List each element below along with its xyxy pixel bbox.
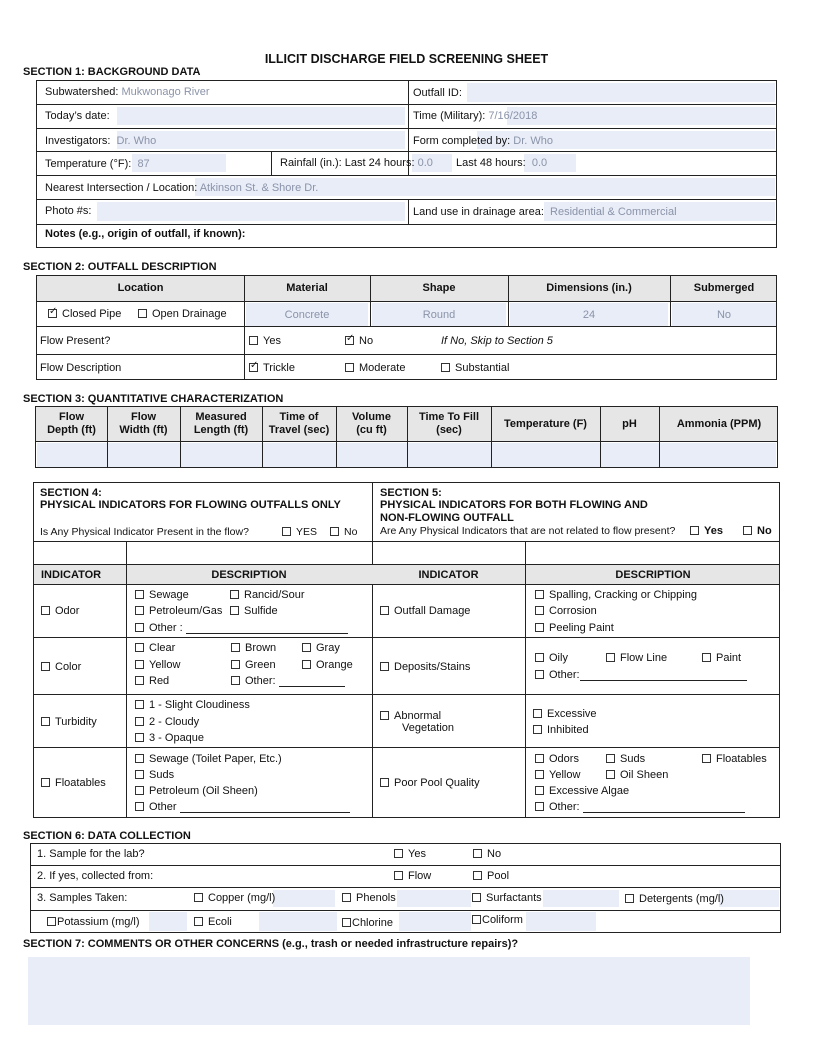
pool-yellow-checkbox[interactable] bbox=[535, 770, 544, 779]
col-flow-width-unit: Width (ft) bbox=[119, 424, 168, 436]
col-ammonia: Ammonia (PPM) bbox=[676, 418, 762, 430]
section4-no-label: No bbox=[344, 526, 358, 538]
form-completed-field[interactable]: Dr. Who bbox=[513, 135, 553, 147]
oil-sheen-checkbox[interactable] bbox=[606, 770, 615, 779]
pool-yellow-label: Yellow bbox=[549, 769, 581, 781]
collected-flow-label: Flow bbox=[408, 870, 432, 882]
surfactants-label: Surfactants bbox=[486, 892, 542, 904]
outfall-damage-label: Outfall Damage bbox=[394, 605, 471, 617]
section6-heading: SECTION 6: DATA COLLECTION bbox=[23, 830, 191, 842]
petroleum-gas-label: Petroleum/Gas bbox=[149, 605, 223, 617]
moderate-checkbox[interactable] bbox=[345, 363, 354, 372]
col-location: Location bbox=[117, 282, 164, 294]
suds-checkbox[interactable] bbox=[135, 770, 144, 779]
pool-quality-label: Poor Pool Quality bbox=[394, 777, 480, 789]
gray-checkbox[interactable] bbox=[302, 643, 311, 652]
inhibited-checkbox[interactable] bbox=[533, 725, 542, 734]
color-other-checkbox[interactable] bbox=[231, 676, 240, 685]
rainfall-24-label: Rainfall (in.): Last 24 hours: bbox=[280, 157, 415, 169]
yellow-label: Yellow bbox=[149, 659, 181, 671]
section5-no-checkbox[interactable] bbox=[743, 526, 752, 535]
section1-heading: SECTION 1: BACKGROUND DATA bbox=[23, 66, 201, 78]
temperature-label: Temperature (°F): bbox=[45, 158, 132, 170]
section7-heading: SECTION 7: COMMENTS OR OTHER CONCERNS (e.g., trash or needed infrastructure repairs)? bbox=[23, 938, 519, 950]
ecoli-checkbox[interactable] bbox=[194, 917, 203, 926]
opaque-checkbox[interactable] bbox=[135, 733, 144, 742]
pool-suds-checkbox[interactable] bbox=[606, 754, 615, 763]
section4-question: Is Any Physical Indicator Present in the flow? bbox=[40, 526, 249, 538]
collected-pool-checkbox[interactable] bbox=[473, 871, 482, 880]
closed-pipe-checkbox[interactable] bbox=[48, 309, 57, 318]
lab-yes-checkbox[interactable] bbox=[394, 849, 403, 858]
col-volume: Volume bbox=[352, 411, 391, 423]
submerged-field[interactable]: No bbox=[716, 309, 732, 321]
sulfide-checkbox[interactable] bbox=[230, 606, 239, 615]
red-label: Red bbox=[149, 675, 170, 687]
floatables-other-checkbox[interactable] bbox=[135, 802, 144, 811]
turbidity-checkbox[interactable] bbox=[41, 717, 50, 726]
q-samples-taken: 3. Samples Taken: bbox=[37, 892, 128, 904]
vegetation-checkbox[interactable] bbox=[380, 711, 389, 720]
col-indicator-left: INDICATOR bbox=[41, 569, 102, 581]
outfall-label: Outfall ID: bbox=[413, 87, 462, 99]
collected-pool-label: Pool bbox=[487, 870, 510, 882]
rancid-label: Rancid/Sour bbox=[244, 589, 305, 601]
algae-checkbox[interactable] bbox=[535, 786, 544, 795]
collected-flow-checkbox[interactable] bbox=[394, 871, 403, 880]
col-volume-unit: (cu ft) bbox=[356, 424, 387, 436]
section5-yes-checkbox[interactable] bbox=[690, 526, 699, 535]
petroleum-sheen-label: Petroleum (Oil Sheen) bbox=[149, 785, 258, 797]
rainfall-48-label: Last 48 hours: bbox=[456, 157, 526, 169]
potassium-checkbox[interactable] bbox=[47, 917, 56, 926]
peeling-checkbox[interactable] bbox=[535, 623, 544, 632]
col-length-unit: Length (ft) bbox=[193, 424, 249, 436]
sulfide-label: Sulfide bbox=[244, 605, 278, 617]
phenols-label: Phenols bbox=[356, 892, 396, 904]
rainfall-48-field[interactable]: 0.0 bbox=[531, 157, 548, 169]
col-flow-depth-unit: Depth (ft) bbox=[47, 424, 96, 436]
deposits-other-label: Other: bbox=[549, 669, 580, 681]
opaque-label: 3 - Opaque bbox=[149, 732, 205, 744]
open-drainage-checkbox[interactable] bbox=[138, 309, 147, 318]
algae-label: Excessive Algae bbox=[549, 785, 630, 797]
investigators-label: Investigators: bbox=[45, 135, 111, 147]
intersection-label: Nearest Intersection / Location: bbox=[45, 182, 198, 194]
sewage-tp-checkbox[interactable] bbox=[135, 754, 144, 763]
orange-checkbox[interactable] bbox=[302, 660, 311, 669]
outfall-description-table bbox=[36, 275, 777, 327]
vegetation-label-1: Abnormal bbox=[394, 710, 442, 722]
col-material: Material bbox=[286, 282, 328, 294]
time-label: Time (Military): bbox=[413, 110, 486, 122]
floatables-checkbox[interactable] bbox=[41, 778, 50, 787]
col-temperature: Temperature (F) bbox=[504, 418, 587, 430]
orange-label: Orange bbox=[316, 659, 353, 671]
deposits-checkbox[interactable] bbox=[380, 662, 389, 671]
slight-cloudiness-label: 1 - Slight Cloudiness bbox=[149, 699, 250, 711]
excessive-checkbox[interactable] bbox=[533, 709, 542, 718]
col-description-right: DESCRIPTION bbox=[615, 569, 691, 581]
q-collected-from: 2. If yes, collected from: bbox=[37, 870, 154, 882]
section5-subheading-1: PHYSICAL INDICATORS FOR BOTH FLOWING AND bbox=[380, 499, 648, 511]
floatables-label: Floatables bbox=[55, 777, 106, 789]
flow-line-label: Flow Line bbox=[620, 652, 668, 664]
col-flow-width: Flow bbox=[130, 411, 157, 423]
open-drainage-label: Open Drainage bbox=[152, 308, 227, 320]
paint-label: Paint bbox=[716, 652, 742, 664]
photo-label: Photo #s: bbox=[45, 205, 92, 217]
chlorine-label: Chlorine bbox=[352, 917, 393, 929]
trickle-label: Trickle bbox=[263, 362, 295, 374]
oily-label: Oily bbox=[549, 652, 568, 664]
background-data-table bbox=[36, 80, 777, 248]
section5-question: Are Any Physical Indicators that are not related to flow present? bbox=[380, 525, 676, 537]
deposits-other-checkbox[interactable] bbox=[535, 670, 544, 679]
red-checkbox[interactable] bbox=[135, 676, 144, 685]
inhibited-label: Inhibited bbox=[547, 724, 589, 736]
pool-other-label: Other: bbox=[549, 801, 580, 813]
skip-note: If No, Skip to Section 5 bbox=[441, 335, 553, 347]
peeling-label: Peeling Paint bbox=[549, 622, 614, 634]
gray-label: Gray bbox=[316, 642, 340, 654]
spalling-label: Spalling, Cracking or Chipping bbox=[549, 589, 697, 601]
color-checkbox[interactable] bbox=[41, 662, 50, 671]
section5-subheading-2: NON-FLOWING OUTFALL bbox=[380, 512, 514, 524]
sewage-tp-label: Sewage (Toilet Paper, Etc.) bbox=[149, 753, 282, 765]
deposits-other-field[interactable] bbox=[580, 670, 747, 681]
time-field[interactable]: 7/16/2018 bbox=[488, 110, 538, 122]
lab-yes-label: Yes bbox=[408, 848, 426, 860]
form-completed-label: Form completed by: bbox=[413, 135, 511, 147]
sewage-label: Sewage bbox=[149, 589, 189, 601]
floatables-other-label: Other bbox=[149, 801, 177, 813]
flow-present-label: Flow Present? bbox=[40, 335, 111, 347]
pool-suds-label: Suds bbox=[620, 753, 646, 765]
suds-label: Suds bbox=[149, 769, 175, 781]
detergents-label: Detergents (mg/l) bbox=[639, 893, 724, 905]
ecoli-label: Ecoli bbox=[208, 916, 232, 928]
data-collection-table bbox=[30, 843, 781, 933]
green-checkbox[interactable] bbox=[231, 660, 240, 669]
rancid-checkbox[interactable] bbox=[230, 590, 239, 599]
deposits-label: Deposits/Stains bbox=[394, 661, 471, 673]
flow-line-checkbox[interactable] bbox=[606, 653, 615, 662]
col-flow-depth: Flow bbox=[58, 411, 85, 423]
substantial-label: Substantial bbox=[455, 362, 510, 374]
dimensions-field[interactable]: 24 bbox=[582, 309, 596, 321]
flow-yes-label: Yes bbox=[263, 335, 281, 347]
subwatershed-label: Subwatershed: bbox=[45, 86, 119, 98]
subwatershed-field[interactable]: Mukwonago River bbox=[121, 86, 210, 98]
odor-other-checkbox[interactable] bbox=[135, 623, 144, 632]
cloudy-label: 2 - Cloudy bbox=[149, 716, 200, 728]
sewage-checkbox[interactable] bbox=[135, 590, 144, 599]
section4-yes-checkbox[interactable] bbox=[282, 527, 291, 536]
excessive-label: Excessive bbox=[547, 708, 597, 720]
material-field[interactable]: Concrete bbox=[284, 309, 330, 321]
slight-cloudiness-checkbox[interactable] bbox=[135, 700, 144, 709]
pool-other-field[interactable] bbox=[583, 802, 745, 813]
lab-no-label: No bbox=[487, 848, 502, 860]
coliform-label: Coliform bbox=[482, 914, 523, 926]
substantial-checkbox[interactable] bbox=[441, 363, 450, 372]
col-fill-unit: (sec) bbox=[436, 424, 462, 436]
section5-no-label: No bbox=[757, 525, 772, 537]
intersection-field[interactable]: Atkinson St. & Shore Dr. bbox=[199, 182, 319, 194]
odor-checkbox[interactable] bbox=[41, 606, 50, 615]
copper-label: Copper (mg/l) bbox=[208, 892, 276, 904]
q-sample-lab: 1. Sample for the lab? bbox=[37, 848, 145, 860]
corrosion-checkbox[interactable] bbox=[535, 606, 544, 615]
section4-heading: SECTION 4: bbox=[40, 487, 102, 499]
col-shape: Shape bbox=[422, 282, 456, 294]
odor-other-label: Other : bbox=[149, 622, 183, 634]
flow-no-checkbox[interactable] bbox=[345, 336, 354, 345]
col-indicator-right: INDICATOR bbox=[418, 569, 479, 581]
floatables-other-field[interactable] bbox=[180, 802, 350, 813]
color-other-label: Other: bbox=[245, 675, 276, 687]
pool-floatables-label: Floatables bbox=[716, 753, 767, 765]
paint-checkbox[interactable] bbox=[702, 653, 711, 662]
petroleum-gas-checkbox[interactable] bbox=[135, 606, 144, 615]
pool-floatables-checkbox[interactable] bbox=[702, 754, 711, 763]
phenols-checkbox[interactable] bbox=[342, 893, 351, 902]
spalling-checkbox[interactable] bbox=[535, 590, 544, 599]
physical-indicators-table bbox=[33, 482, 780, 818]
brown-label: Brown bbox=[245, 642, 277, 654]
col-submerged: Submerged bbox=[693, 282, 755, 294]
copper-checkbox[interactable] bbox=[194, 893, 203, 902]
yellow-checkbox[interactable] bbox=[135, 660, 144, 669]
comments-field[interactable] bbox=[28, 957, 750, 1025]
odors-checkbox[interactable] bbox=[535, 754, 544, 763]
flow-table bbox=[36, 326, 777, 380]
col-travel-unit: Travel (sec) bbox=[268, 424, 330, 436]
section4-no-checkbox[interactable] bbox=[330, 527, 339, 536]
odor-other-field[interactable] bbox=[186, 623, 348, 634]
potassium-label: Potassium (mg/l) bbox=[57, 916, 140, 928]
odors-label: Odors bbox=[549, 753, 579, 765]
section5-yes-label: Yes bbox=[704, 525, 723, 537]
odor-label: Odor bbox=[55, 605, 80, 617]
section5-heading: SECTION 5: bbox=[380, 487, 442, 499]
surfactants-checkbox[interactable] bbox=[472, 893, 481, 902]
closed-pipe-label: Closed Pipe bbox=[62, 308, 122, 320]
flow-yes-checkbox[interactable] bbox=[249, 336, 258, 345]
landuse-label: Land use in drainage area: bbox=[413, 206, 544, 218]
landuse-field[interactable]: Residential & Commercial bbox=[550, 206, 677, 218]
flow-description-label: Flow Description bbox=[40, 362, 122, 374]
clear-checkbox[interactable] bbox=[135, 643, 144, 652]
detergents-checkbox[interactable] bbox=[625, 894, 634, 903]
clear-label: Clear bbox=[149, 642, 176, 654]
turbidity-label: Turbidity bbox=[55, 716, 97, 728]
flow-no-label: No bbox=[359, 335, 374, 347]
notes-label: Notes (e.g., origin of outfall, if known): bbox=[45, 228, 246, 240]
form-title: ILLICIT DISCHARGE FIELD SCREENING SHEET bbox=[264, 52, 549, 66]
quantitative-table bbox=[35, 406, 778, 468]
rainfall-24-field[interactable]: 0.0 bbox=[417, 157, 433, 169]
section4-yes-label: YES bbox=[296, 526, 318, 538]
col-length: Measured bbox=[195, 411, 247, 423]
color-label: Color bbox=[55, 661, 82, 673]
cloudy-checkbox[interactable] bbox=[135, 717, 144, 726]
brown-checkbox[interactable] bbox=[231, 643, 240, 652]
petroleum-sheen-checkbox[interactable] bbox=[135, 786, 144, 795]
col-description-left: DESCRIPTION bbox=[211, 569, 287, 581]
lab-no-checkbox[interactable] bbox=[473, 849, 482, 858]
date-label: Today’s date: bbox=[45, 110, 110, 122]
outfall-damage-checkbox[interactable] bbox=[380, 606, 389, 615]
green-label: Green bbox=[245, 659, 276, 671]
oily-checkbox[interactable] bbox=[535, 653, 544, 662]
section4-subheading: PHYSICAL INDICATORS FOR FLOWING OUTFALLS ONLY bbox=[40, 499, 341, 511]
col-ph: pH bbox=[622, 418, 637, 430]
section3-heading: SECTION 3: QUANTITATIVE CHARACTERIZATION bbox=[23, 393, 284, 405]
pool-other-checkbox[interactable] bbox=[535, 802, 544, 811]
section2-heading: SECTION 2: OUTFALL DESCRIPTION bbox=[23, 261, 217, 273]
coliform-checkbox[interactable] bbox=[472, 915, 481, 924]
col-dimensions: Dimensions (in.) bbox=[546, 282, 632, 294]
col-fill: Time To Fill bbox=[418, 411, 480, 423]
vegetation-label-2: Vegetation bbox=[402, 722, 454, 734]
temperature-field[interactable]: 87 bbox=[137, 158, 150, 170]
corrosion-label: Corrosion bbox=[549, 605, 597, 617]
shape-field[interactable]: Round bbox=[422, 309, 456, 321]
moderate-label: Moderate bbox=[359, 362, 406, 374]
color-other-field[interactable] bbox=[279, 676, 345, 687]
chlorine-checkbox[interactable] bbox=[342, 918, 351, 927]
trickle-checkbox[interactable] bbox=[249, 363, 258, 372]
pool-quality-checkbox[interactable] bbox=[380, 778, 389, 787]
col-travel: Time of bbox=[279, 411, 319, 423]
investigators-field[interactable]: Dr. Who bbox=[116, 135, 157, 147]
oil-sheen-label: Oil Sheen bbox=[620, 769, 669, 781]
